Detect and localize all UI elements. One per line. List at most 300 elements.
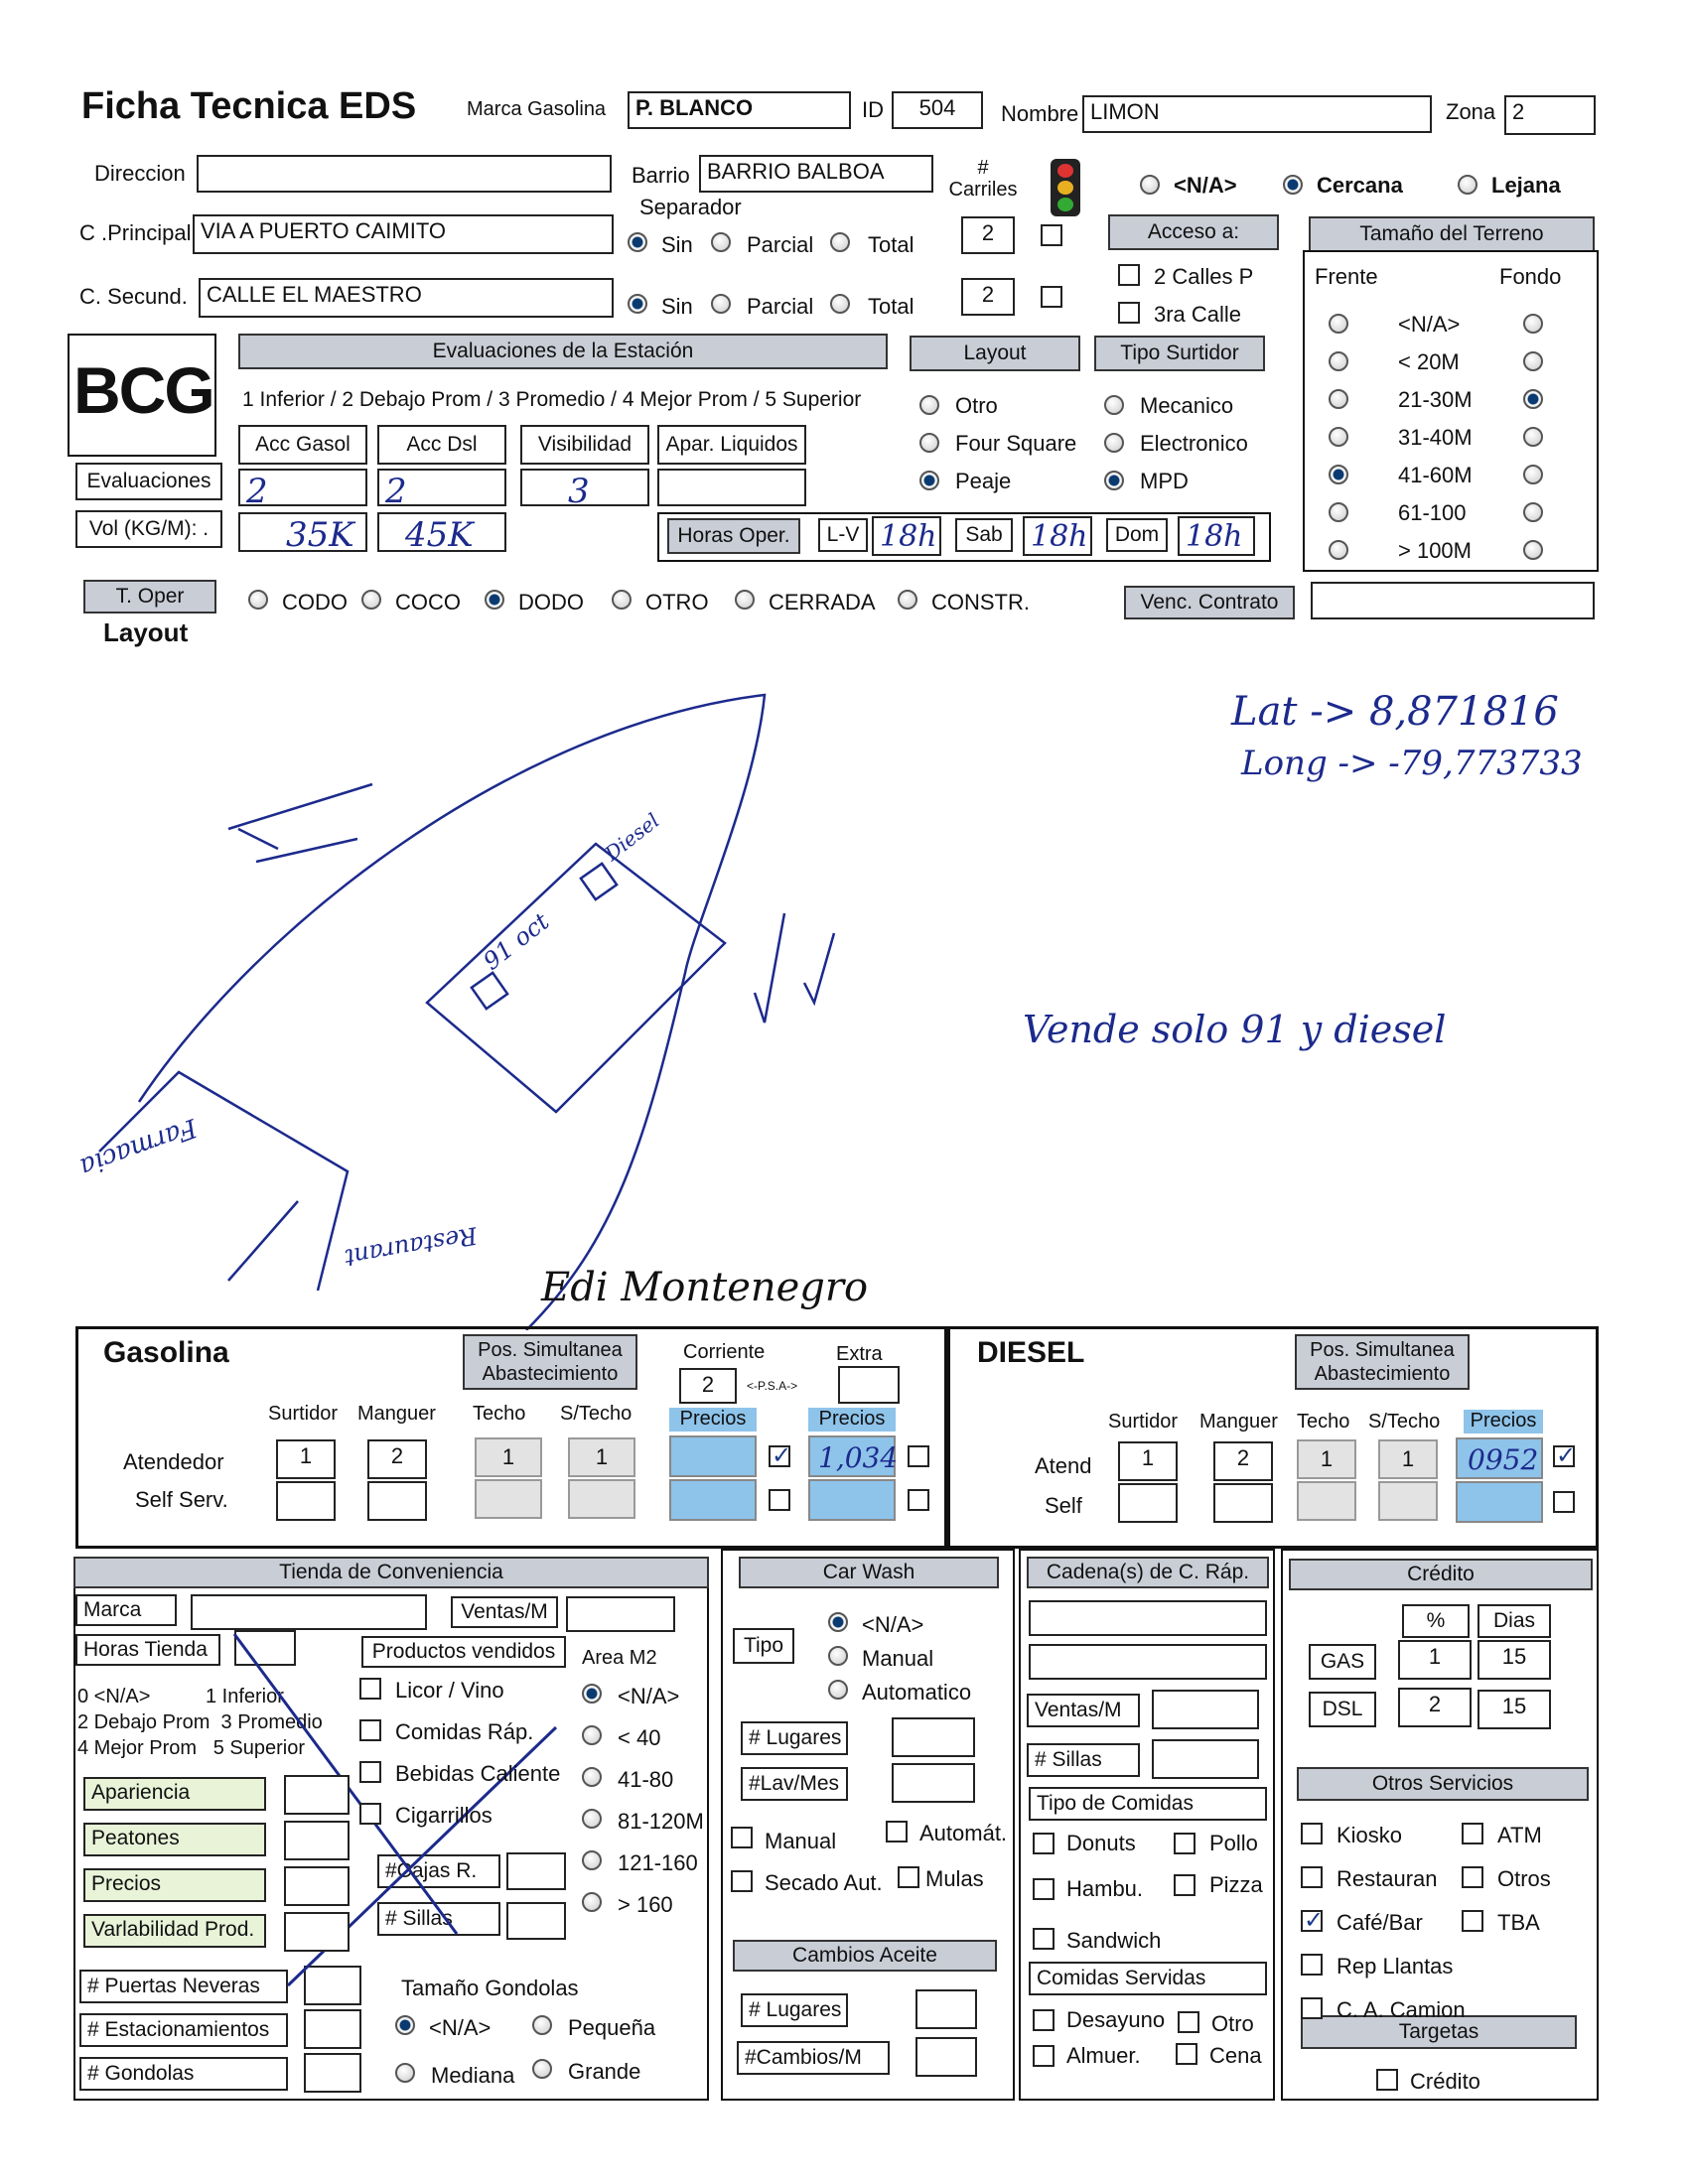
escala-text: 1 Inferior / 2 Debajo Prom / 3 Promedio / 4 Mejor Prom / 5 Superior (242, 388, 862, 411)
layout-header: Layout (910, 336, 1080, 371)
dsl-precio-value: 0952 (1468, 1443, 1539, 1476)
carriles-label: # Carriles (948, 157, 1018, 201)
dsl-self-precio-field[interactable] (1456, 1481, 1543, 1523)
dsl-credit-label: DSL (1309, 1692, 1376, 1727)
gas-self-stecho-field[interactable] (568, 1479, 635, 1519)
c-secund-field[interactable]: CALLE EL MAESTRO (199, 278, 614, 318)
almuerzo-checkbox[interactable] (1033, 2045, 1055, 2067)
servicio-checkbox[interactable] (1301, 1954, 1323, 1976)
productos-label: Productos vendidos (361, 1636, 566, 1668)
area-label: 81-120M (618, 1809, 704, 1834)
carwash-lugares-field[interactable] (892, 1717, 975, 1757)
servicio-checkbox[interactable] (1301, 1997, 1323, 2019)
self-serv-label: Self Serv. (135, 1487, 228, 1512)
desayuno-checkbox[interactable] (1033, 2009, 1055, 2031)
tienda-marca-field[interactable] (191, 1594, 427, 1630)
terreno-frente-radio[interactable] (1329, 351, 1348, 371)
ca-lugares-label: # Lugares (741, 1993, 848, 2027)
terreno-option-label: > 100M (1398, 538, 1472, 563)
t-oper-radio[interactable] (248, 590, 268, 610)
eval-acc-gasol-value: 2 (246, 472, 268, 506)
c-principal-total-radio[interactable] (830, 232, 850, 252)
sab-value: 18h (1031, 519, 1088, 554)
t-oper-radio[interactable] (485, 590, 504, 610)
carwash-auto-label: Automatico (862, 1680, 972, 1705)
carwash-automat-label: Automát. (919, 1821, 1008, 1845)
cajas-field[interactable] (506, 1852, 566, 1890)
tienda-escala (77, 1684, 336, 1761)
c-secund-checkbox[interactable] (1041, 286, 1062, 308)
terreno-option-label: 31-40M (1398, 425, 1473, 450)
sin-label-2: Sin (661, 294, 693, 319)
pollo-checkbox[interactable] (1174, 1833, 1196, 1854)
vende-note: Vende solo 91 y diesel (1023, 1008, 1447, 1051)
acceso-header: Acceso a: (1108, 214, 1279, 250)
gas-precio-value: 1,034 (818, 1441, 899, 1474)
tercera-calle-checkbox[interactable] (1118, 302, 1140, 324)
proximity-na-label: <N/A> (1174, 173, 1237, 198)
tamano-gondolas-label: Tamaño Gondolas (401, 1976, 579, 2000)
c-principal-checkbox[interactable] (1041, 224, 1062, 246)
c-secund-total-radio[interactable] (830, 294, 850, 314)
total-label-2: Total (868, 294, 914, 319)
producto-label: Bebidas Caliente (395, 1761, 561, 1786)
producto-checkbox[interactable] (359, 1803, 381, 1825)
servicio-label: ATM (1497, 1823, 1542, 1847)
gas-self-corriente-checkbox[interactable] (769, 1489, 790, 1511)
layout-otro-radio[interactable] (919, 395, 939, 415)
gas-precio-corriente-field[interactable] (669, 1435, 757, 1477)
parcial-label-2: Parcial (747, 294, 814, 319)
sab-label: Sab (955, 518, 1013, 552)
tienda-eval-label: Peatones (83, 1823, 266, 1856)
terreno-frente-radio[interactable] (1329, 465, 1348, 484)
corriente-label: Corriente (683, 1341, 766, 1363)
producto-checkbox[interactable] (359, 1678, 381, 1700)
terreno-frente-radio[interactable] (1329, 389, 1348, 409)
layout-section-title: Layout (103, 617, 189, 647)
dsl-self-manguer-field[interactable] (1213, 1483, 1273, 1523)
terreno-option-label: 61-100 (1398, 500, 1467, 525)
cadena-sillas-label: # Sillas (1027, 1743, 1140, 1777)
terreno-frente-radio[interactable] (1329, 540, 1348, 560)
acc-dsl-label: Acc Dsl (377, 425, 506, 465)
lav-mes-field[interactable] (892, 1763, 975, 1803)
proximity-na-radio[interactable] (1140, 175, 1160, 195)
escala-5: 5 Superior (212, 1737, 305, 1759)
escala-1: 1 Inferior (205, 1686, 284, 1707)
area-radio[interactable] (582, 1809, 602, 1829)
total-label: Total (868, 232, 914, 257)
terreno-option-label: 41-60M (1398, 463, 1473, 487)
ca-lugares-field[interactable] (915, 1989, 977, 2029)
gas-att-manguer-field[interactable]: 2 (367, 1439, 427, 1479)
gas-att-stecho-field[interactable]: 1 (568, 1437, 635, 1477)
mulas-label: Mulas (925, 1866, 984, 1891)
gas-manguer-label: Manguer (357, 1403, 436, 1425)
gas-att-techo-field[interactable]: 1 (475, 1437, 542, 1477)
separador-label: Separador (639, 195, 742, 219)
proximity-lejana-radio[interactable] (1458, 175, 1477, 195)
secado-checkbox[interactable] (731, 1870, 753, 1892)
marca-field[interactable]: P. BLANCO (628, 91, 851, 129)
terreno-frente-radio[interactable] (1329, 502, 1348, 522)
terreno-option-label: 21-30M (1398, 387, 1473, 412)
area-radio[interactable] (582, 1725, 602, 1745)
gondolas-label: # Gondolas (79, 2057, 288, 2091)
extra-field[interactable] (838, 1366, 900, 1404)
hambu-checkbox[interactable] (1033, 1878, 1055, 1900)
gondola-mediana-label: Mediana (431, 2063, 515, 2088)
puertas-field[interactable] (304, 1966, 361, 2005)
surtidor-electronico-radio[interactable] (1104, 433, 1124, 453)
carwash-manual-label: Manual (862, 1646, 934, 1671)
servicio-checkbox[interactable] (1462, 1823, 1483, 1844)
long-note: Long -> -79,773733 (1241, 744, 1583, 783)
proximity-cercana-radio[interactable] (1283, 175, 1303, 195)
gondolas-field[interactable] (304, 2053, 361, 2093)
direccion-label: Direccion (94, 161, 186, 186)
sandwich-checkbox[interactable] (1033, 1928, 1055, 1950)
gondola-pequena-radio[interactable] (532, 2015, 552, 2035)
bcg-logo: BCG (73, 353, 213, 427)
dsl-self-techo-field[interactable] (1297, 1481, 1356, 1521)
area-radio[interactable] (582, 1850, 602, 1870)
escala-4: 4 Mejor Prom (77, 1737, 198, 1759)
gas-credit-label: GAS (1309, 1644, 1376, 1680)
evaluaciones-header: Evaluaciones de la Estación (238, 334, 888, 369)
gas-att-corriente-checkbox[interactable] (769, 1445, 790, 1467)
dsl-dias-field[interactable]: 15 (1477, 1690, 1551, 1729)
carwash-auto-radio[interactable] (828, 1680, 848, 1700)
fondo-label: Fondo (1499, 264, 1562, 289)
tipo-surtidor-header: Tipo Surtidor (1094, 336, 1265, 371)
gondola-pequena-label: Pequeña (568, 2015, 656, 2040)
gas-att-surtidor-field[interactable]: 1 (276, 1439, 336, 1479)
escala-0: 0 <N/A> (77, 1686, 151, 1707)
tienda-eval-field[interactable] (284, 1866, 350, 1906)
gondola-na-radio[interactable] (395, 2015, 415, 2035)
dsl-att-stecho-field[interactable]: 1 (1378, 1439, 1438, 1479)
sketch-91-label: 91 oct (478, 907, 555, 976)
gas-precios-extra-label: Precios (808, 1408, 896, 1432)
tienda-header: Tienda de Conveniencia (73, 1557, 709, 1588)
pizza-checkbox[interactable] (1174, 1874, 1196, 1896)
servicio-label: C. A. Camion (1336, 1997, 1466, 2022)
dsl-self-checkbox[interactable] (1553, 1491, 1575, 1513)
surtidor-mecanico-radio[interactable] (1104, 395, 1124, 415)
producto-checkbox[interactable] (359, 1761, 381, 1783)
tienda-eval-field[interactable] (284, 1775, 350, 1815)
cadena-sillas-field[interactable] (1152, 1739, 1259, 1779)
traffic-light-icon (1051, 159, 1080, 216)
cajas-label: #Cajas R. (377, 1854, 500, 1888)
cadena-ventas-label: Ventas/M (1027, 1694, 1140, 1727)
terreno-option-label: <N/A> (1398, 312, 1461, 337)
surtidor-mecanico-label: Mecanico (1140, 393, 1234, 418)
credito-checkbox[interactable] (1376, 2069, 1398, 2091)
gas-self-precio-corriente-field[interactable] (669, 1479, 757, 1521)
terreno-option-label: < 20M (1398, 349, 1460, 374)
t-oper-radio[interactable] (898, 590, 917, 610)
gas-surtidor-label: Surtidor (268, 1403, 339, 1425)
servicio-checkbox[interactable] (1301, 1823, 1323, 1844)
area-radio[interactable] (582, 1892, 602, 1912)
carwash-tipo-label: Tipo (733, 1628, 794, 1664)
cena-checkbox[interactable] (1176, 2043, 1197, 2065)
eval-visibilidad-value: 3 (568, 472, 590, 506)
sab-field[interactable] (1023, 516, 1092, 556)
dsl-precio-field[interactable] (1456, 1437, 1543, 1479)
page-title: Ficha Tecnica EDS (81, 85, 417, 127)
tienda-marca-label: Marca (75, 1594, 177, 1626)
dos-calles-checkbox[interactable] (1118, 264, 1140, 286)
producto-label: Licor / Vino (395, 1678, 504, 1703)
producto-checkbox[interactable] (359, 1719, 381, 1741)
area-label: > 160 (618, 1892, 673, 1917)
carwash-manual-radio[interactable] (828, 1646, 848, 1666)
dsl-att-manguer-field[interactable]: 2 (1213, 1441, 1273, 1481)
carwash-lugares-label: # Lugares (741, 1721, 848, 1755)
evaluaciones-label: Evaluaciones (75, 463, 222, 500)
atend-label: Atend (1035, 1453, 1092, 1478)
otro-comida-checkbox[interactable] (1178, 2011, 1199, 2033)
terreno-fondo-radio[interactable] (1523, 314, 1543, 334)
zona-label: Zona (1446, 99, 1496, 124)
area-radio[interactable] (582, 1767, 602, 1787)
dom-field[interactable] (1178, 516, 1255, 556)
dsl-att-checkbox[interactable] (1553, 1445, 1575, 1467)
venc-contrato-field[interactable] (1311, 582, 1595, 619)
terreno-fondo-radio[interactable] (1523, 502, 1543, 522)
c-secund-sin-radio[interactable] (628, 294, 647, 314)
cadena-name-2-field[interactable] (1029, 1644, 1267, 1680)
escala-3: 3 Promedio (220, 1711, 323, 1733)
sketch-farmacia-label: Farmacia (75, 1112, 202, 1182)
tienda-ventas-label: Ventas/M (451, 1596, 558, 1628)
eval-acc-gasol-field[interactable] (238, 469, 367, 506)
gasolina-title: Gasolina (103, 1336, 229, 1369)
t-oper-option-label: CONSTR. (931, 590, 1030, 614)
carriles-secund-field[interactable]: 2 (961, 278, 1015, 316)
tienda-eval-label: Varlabilidad Prod. (83, 1914, 266, 1948)
layout-sketch (0, 645, 1688, 1330)
otros-servicios-header: Otros Servicios (1297, 1767, 1589, 1801)
gas-precios-corriente-label: Precios (669, 1408, 757, 1432)
eval-apar-liquidos-field[interactable] (657, 469, 806, 506)
sandwich-label: Sandwich (1066, 1928, 1162, 1953)
dsl-self-label: Self (1045, 1493, 1082, 1518)
carwash-na-radio[interactable] (828, 1612, 848, 1632)
lv-field[interactable] (872, 516, 941, 556)
credito-cb-label: Crédito (1410, 2069, 1480, 2094)
servicio-checkbox[interactable] (1301, 1866, 1323, 1888)
puertas-label: # Puertas Neveras (79, 1970, 288, 2003)
surtidor-mpd-label: MPD (1140, 469, 1189, 493)
zona-field[interactable]: 2 (1504, 95, 1596, 135)
id-label: ID (862, 97, 884, 122)
carwash-na-label: <N/A> (862, 1612, 924, 1637)
tienda-eval-field[interactable] (284, 1821, 350, 1860)
cadena-ventas-field[interactable] (1152, 1690, 1259, 1729)
nombre-field[interactable]: LIMON (1082, 95, 1432, 133)
direccion-field[interactable] (197, 155, 612, 193)
gas-self-extra-checkbox[interactable] (908, 1489, 929, 1511)
gas-pos-simultanea: Pos. Simultanea Abastecimiento (463, 1334, 637, 1390)
vol-gasol-field[interactable] (238, 512, 367, 552)
dsl-att-surtidor-field[interactable]: 1 (1118, 1441, 1178, 1481)
lav-mes-label: #Lav/Mes (741, 1767, 848, 1801)
vol-dsl-field[interactable] (377, 512, 506, 552)
lat-note: Lat -> 8,871816 (1231, 689, 1559, 735)
terreno-frente-radio[interactable] (1329, 427, 1348, 447)
servicio-label: Otros (1497, 1866, 1551, 1891)
pollo-label: Pollo (1209, 1831, 1258, 1855)
area-radio[interactable] (582, 1684, 602, 1704)
c-principal-parcial-radio[interactable] (711, 232, 731, 252)
cena-label: Cena (1209, 2043, 1262, 2068)
dias-label: Dias (1477, 1604, 1551, 1638)
carriles-principal-field[interactable]: 2 (961, 216, 1015, 254)
t-oper-radio[interactable] (361, 590, 381, 610)
psa-label: <-P.S.A-> (747, 1379, 798, 1393)
eval-acc-dsl-value: 2 (385, 472, 407, 506)
terreno-fondo-radio[interactable] (1523, 389, 1543, 409)
otro-comida-label: Otro (1211, 2011, 1254, 2036)
carwash-header: Car Wash (739, 1557, 999, 1588)
gas-self-surtidor-field[interactable] (276, 1481, 336, 1521)
producto-label: Cigarrillos (395, 1803, 492, 1828)
t-oper-option-label: CERRADA (769, 590, 876, 614)
secado-label: Secado Aut. (765, 1870, 883, 1895)
gas-self-precio-extra-field[interactable] (808, 1479, 896, 1521)
servicio-label: Kiosko (1336, 1823, 1403, 1847)
credito-header: Crédito (1289, 1559, 1593, 1590)
surtidor-electronico-label: Electronico (1140, 431, 1248, 456)
gas-pct-field[interactable]: 1 (1398, 1640, 1472, 1680)
dsl-surtidor-label: Surtidor (1108, 1411, 1179, 1433)
gas-self-manguer-field[interactable] (367, 1481, 427, 1521)
acc-gasol-label: Acc Gasol (238, 425, 367, 465)
area-label: < 40 (618, 1725, 661, 1750)
servicio-checkbox[interactable] (1301, 1910, 1323, 1932)
layout-peaje-radio[interactable] (919, 471, 939, 490)
gas-dias-field[interactable]: 15 (1477, 1640, 1551, 1680)
servicio-checkbox[interactable] (1462, 1866, 1483, 1888)
frente-label: Frente (1315, 264, 1378, 289)
producto-label: Comidas Ráp. (395, 1719, 534, 1744)
gondola-mediana-radio[interactable] (395, 2063, 415, 2083)
mulas-checkbox[interactable] (898, 1866, 919, 1888)
extra-label: Extra (836, 1343, 883, 1365)
carwash-automat-checkbox[interactable] (886, 1821, 908, 1843)
area-label: Area M2 (582, 1647, 657, 1669)
donuts-checkbox[interactable] (1033, 1833, 1055, 1854)
layout-four-square-radio[interactable] (919, 433, 939, 453)
dsl-manguer-label: Manguer (1199, 1411, 1278, 1433)
dsl-pct-field[interactable]: 2 (1398, 1688, 1472, 1727)
c-principal-sin-radio[interactable] (628, 232, 647, 252)
dsl-self-stecho-field[interactable] (1378, 1481, 1438, 1521)
estacionamientos-field[interactable] (304, 2009, 361, 2049)
eval-acc-dsl-field[interactable] (377, 469, 506, 506)
cambios-m-field[interactable] (915, 2037, 977, 2077)
dsl-att-techo-field[interactable]: 1 (1297, 1439, 1356, 1479)
parcial-label: Parcial (747, 232, 814, 257)
gondola-grande-radio[interactable] (532, 2059, 552, 2079)
gondola-grande-label: Grande (568, 2059, 641, 2084)
horas-tienda-field[interactable] (234, 1630, 296, 1666)
terreno-fondo-radio[interactable] (1523, 540, 1543, 560)
servicio-label: Restauran (1336, 1866, 1438, 1891)
terreno-fondo-radio[interactable] (1523, 351, 1543, 371)
corriente-field[interactable]: 2 (679, 1368, 737, 1404)
gas-precio-extra-field[interactable] (808, 1435, 899, 1477)
pizza-label: Pizza (1209, 1872, 1263, 1897)
sin-label: Sin (661, 232, 693, 257)
servicio-checkbox[interactable] (1462, 1910, 1483, 1932)
surtidor-mpd-radio[interactable] (1104, 471, 1124, 490)
vol-gasol-value: 35K (286, 515, 354, 552)
atendedor-label: Atendedor (123, 1449, 224, 1474)
eval-visibilidad-field[interactable] (520, 469, 649, 506)
tienda-eval-field[interactable] (284, 1912, 350, 1952)
gas-self-techo-field[interactable] (475, 1479, 542, 1519)
terreno-fondo-radio[interactable] (1523, 427, 1543, 447)
marca-label: Marca Gasolina (467, 98, 607, 120)
gas-stecho-label: S/Techo (560, 1403, 633, 1425)
terreno-header: Tamaño del Terreno (1309, 216, 1595, 252)
terreno-fondo-radio[interactable] (1523, 465, 1543, 484)
tienda-sillas-label: # Sillas (377, 1902, 500, 1936)
gondola-na-label: <N/A> (429, 2015, 492, 2040)
layout-peaje-label: Peaje (955, 469, 1012, 493)
carwash-manual-checkbox[interactable] (731, 1827, 753, 1848)
horas-tienda-label: Horas Tienda (75, 1634, 220, 1666)
t-oper-radio[interactable] (735, 590, 755, 610)
id-field[interactable]: 504 (892, 91, 983, 129)
sketch-diesel-label: Diesel (600, 808, 664, 866)
servicio-label: Rep Llantas (1336, 1954, 1454, 1979)
c-principal-field[interactable]: VIA A PUERTO CAIMITO (193, 214, 614, 254)
area-label: <N/A> (618, 1684, 680, 1708)
cambios-m-label: #Cambios/M (737, 2041, 890, 2075)
cadena-name-1-field[interactable] (1029, 1600, 1267, 1636)
layout-otro-label: Otro (955, 393, 998, 418)
tienda-ventas-field[interactable] (566, 1596, 675, 1632)
proximity-lejana-label: Lejana (1491, 173, 1561, 198)
t-oper-radio[interactable] (612, 590, 632, 610)
dsl-techo-label: Techo (1297, 1411, 1350, 1433)
estacionamientos-label: # Estacionamientos (79, 2013, 288, 2047)
dom-value: 18h (1186, 519, 1243, 554)
tercera-calle-label: 3ra Calle (1154, 302, 1242, 327)
area-label: 41-80 (618, 1767, 674, 1792)
visibilidad-label: Visibilidad (520, 425, 649, 465)
terreno-frente-radio[interactable] (1329, 314, 1348, 334)
diesel-title: DIESEL (977, 1336, 1085, 1369)
cadena-header: Cadena(s) de C. Ráp. (1027, 1557, 1269, 1588)
barrio-field[interactable]: BARRIO BALBOA (699, 155, 933, 193)
signature: Edi Montenegro (541, 1265, 869, 1310)
almuerzo-label: Almuer. (1066, 2043, 1141, 2068)
desayuno-label: Desayuno (1066, 2007, 1166, 2032)
gas-att-extra-checkbox[interactable] (908, 1445, 929, 1467)
c-secund-parcial-radio[interactable] (711, 294, 731, 314)
cambios-aceite-header: Cambios Aceite (733, 1940, 997, 1972)
tienda-sillas-field[interactable] (506, 1902, 566, 1940)
dsl-self-surtidor-field[interactable] (1118, 1483, 1178, 1523)
